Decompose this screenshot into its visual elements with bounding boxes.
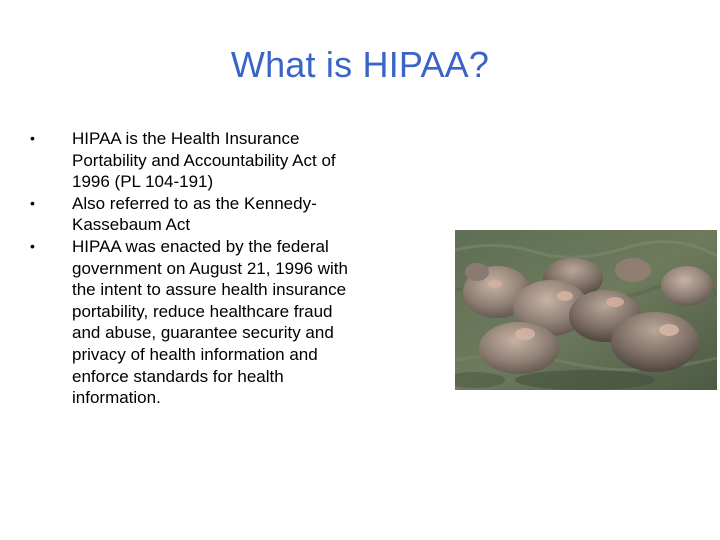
bullet-icon: • bbox=[30, 130, 35, 146]
bullet-item bbox=[26, 128, 356, 193]
slide-title: What is HIPAA? bbox=[230, 44, 490, 85]
bullet-text: Also referred to as the Kennedy-Kassebaum Act bbox=[72, 193, 317, 235]
bullet-icon: • bbox=[30, 237, 35, 254]
bullet-item bbox=[26, 236, 356, 409]
bullet-list bbox=[26, 128, 356, 409]
hippos-photo-icon bbox=[455, 230, 717, 390]
bullet-icon: • bbox=[30, 194, 35, 211]
bullet-text: HIPAA was enacted by the federal government on August 21, 1996 with the intent to assure health insurance portability, reduce healthcare fraud and abuse, guarantee security and privacy of health information and enforce standards for health information. bbox=[72, 236, 348, 408]
bullet-item bbox=[26, 193, 356, 236]
bullet-text: HIPAA is the Health Insurance Portability and Accountability Act of 1996 (PL 104-191) bbox=[72, 129, 336, 192]
